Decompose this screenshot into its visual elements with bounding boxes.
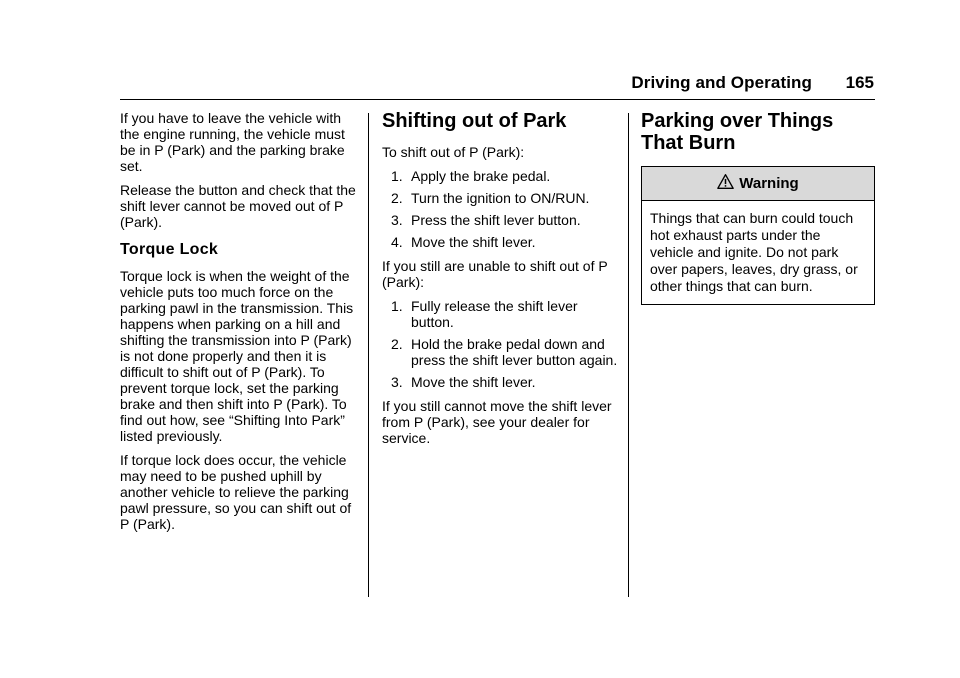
page-number: 165 [845,73,874,92]
warning-box [641,166,875,305]
step-number: 2. [391,190,403,206]
heading-shifting-out-of-park: Shifting out of Park [382,110,567,132]
list-item [382,374,618,390]
right-column [641,110,875,305]
paragraph-leave-vehicle: If you have to leave the vehicle with the engine running, the vehicle must be in P (Park) and the parking brake set. [120,110,345,174]
step-number: 2. [391,336,403,352]
list-item [382,190,618,206]
paragraph-torque-lock: Torque lock is when the weight of the vehicle puts too much force on the parking pawl in the transmission. This happens when parking on a hill and shifting the transmission into P (Park) is not done properly and then it is difficult to shift out of P (Park). To prevent torque lock, set the parking brake and then shift into P (Park). To find out how, see “Shifting Into Park” listed previously. [120,268,354,444]
list-item [382,168,618,184]
warning-triangle-icon [717,173,734,190]
section-title: Driving and Operating [631,73,812,92]
middle-column [382,110,618,454]
paragraph-still-unable: If you still are unable to shift out of P (Park): [382,258,608,290]
list-item [382,298,618,330]
list-item [382,336,618,368]
step-text: Apply the brake pedal. [411,168,551,184]
header-rule [120,99,875,100]
list-item [382,212,618,228]
step-number: 3. [391,374,403,390]
paragraph-see-dealer: If you still cannot move the shift lever from P (Park), see your dealer for service. [382,398,612,446]
heading-torque-lock: Torque Lock [120,241,219,258]
left-column [120,110,356,540]
list-item [382,234,618,250]
column-divider-2 [628,113,629,597]
warning-text: Things that can burn could touch hot exhaust parts under the vehicle and ignite. Do not park over papers, leaves, dry grass, or other things that can burn. [650,210,858,294]
step-number: 3. [391,212,403,228]
paragraph-intro: To shift out of P (Park): [382,144,525,160]
step-text: Hold the brake pedal down and press the shift lever button again. [411,336,618,368]
column-divider-1 [368,113,369,597]
warning-label: Warning [739,174,799,192]
step-text: Move the shift lever. [411,374,536,390]
step-text: Fully release the shift lever button. [411,298,578,330]
steps-list-2 [382,298,618,390]
step-text: Press the shift lever button. [411,212,581,228]
step-number: 1. [391,168,403,184]
step-text: Move the shift lever. [411,234,536,250]
step-number: 1. [391,298,403,314]
paragraph-release-button: Release the button and check that the shift lever cannot be moved out of P (Park). [120,182,356,230]
paragraph-torque-occurs: If torque lock does occur, the vehicle may need to be pushed uphill by another vehicle to relieve the parking pawl pressure, so you can shift out of P (Park). [120,452,352,532]
steps-list-1 [382,168,618,250]
step-text: Turn the ignition to ON/RUN. [411,190,590,206]
warning-header [642,167,874,201]
heading-parking-over-things: Parking over Things That Burn [641,110,834,154]
step-number: 4. [391,234,403,250]
